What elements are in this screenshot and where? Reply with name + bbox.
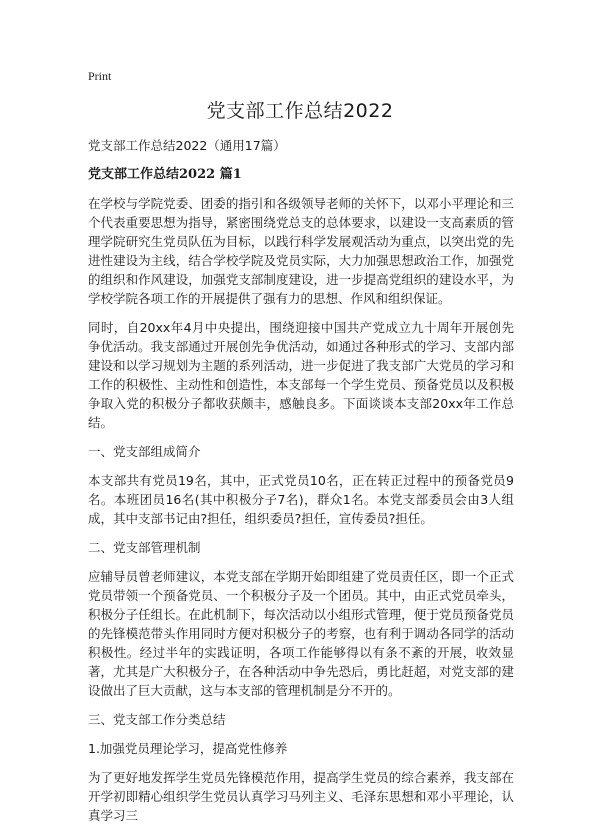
document-subtitle: 党支部工作总结2022（通用17篇） <box>88 138 286 153</box>
section-heading: 党支部工作总结2022 篇1 <box>88 167 242 182</box>
heading-branch-composition: 一、党支部组成简介 <box>88 444 201 459</box>
heading-theory-study: 1.加强党员理论学习，提高党性修养 <box>88 741 288 756</box>
paragraph-composition: 本支部共有党员19名，其中，正式党员10名，正在转正过程中的预备党员9名。本班团员16名(其中积极分子7名)，群众1名。本党支部委员会由3人组成，其中支部书记由?担任，组织委员?担任，宣传委员?担任。 <box>88 473 514 526</box>
document-body <box>88 136 514 835</box>
heading-management-mechanism: 二、党支部管理机制 <box>88 540 201 555</box>
heading-work-summary: 三、党支部工作分类总结 <box>88 712 226 727</box>
paragraph-intro: 在学校与学院党委、团委的指引和各级领导老师的关怀下，以邓小平理论和三个代表重要思想为指导，紧密围绕党总支的总体要求，以建设一支高素质的管理学院研究生党员队伍为目标，以践行科学发展观活动为重点，以突出党的先进性建设为主线，结合学校学院及党员实际，大力加强思想政治工作，加强党的组织和作风建设，加强党支部制度建设，进一步提高党组织的建设水平，为学校学院各项工作的开展提供了强有力的思想、作风和组织保证。 <box>88 196 514 306</box>
paragraph-activities: 同时，自20xx年4月中央提出，围绕迎接中国共产党成立九十周年开展创先争优活动。我支部通过开展创先争优活动，如通过各种形式的学习、支部内部建设和以学习规划为主题的系列活动，进一步促进了我支部广大党员的学习和工作的积极性、主动性和创造性，本支部每一个学生党员、预备党员以及积极争取入党的积极分子都收获颇丰，感触良多。下面谈谈本支部20xx年工作总结。 <box>88 320 514 430</box>
paragraph-theory-study: 为了更好地发挥学生党员先锋模范作用，提高学生党员的综合素养，我支部在开学初即精心组织学生党员认真学习马列主义、毛泽东思想和邓小平理论，认真学习三 <box>88 770 514 823</box>
print-link[interactable]: Print <box>88 69 112 83</box>
paragraph-management: 应辅导员曾老师建议，本党支部在学期开始即组建了党员责任区，即一个正式党员带领一个预备党员、一个积极分子及一个团员。其中，由正式党员牵头，积极分子任组长。在此机制下，每次活动以小组形式管理，便于党员预备党员的先锋模范带头作用同时方便对积极分子的考察，也有利于调动各同学的活动积极性。经过半年的实践证明，各项工作能够得以有条不紊的开展，收效显著，尤其是广大积极分子，在各种活动中争先恐后，勇比赶超，对党支部的建设做出了巨大贡献，这与本支部的管理机制是分不开的。 <box>88 569 514 698</box>
document-title: 党支部工作总结2022 <box>206 100 394 122</box>
